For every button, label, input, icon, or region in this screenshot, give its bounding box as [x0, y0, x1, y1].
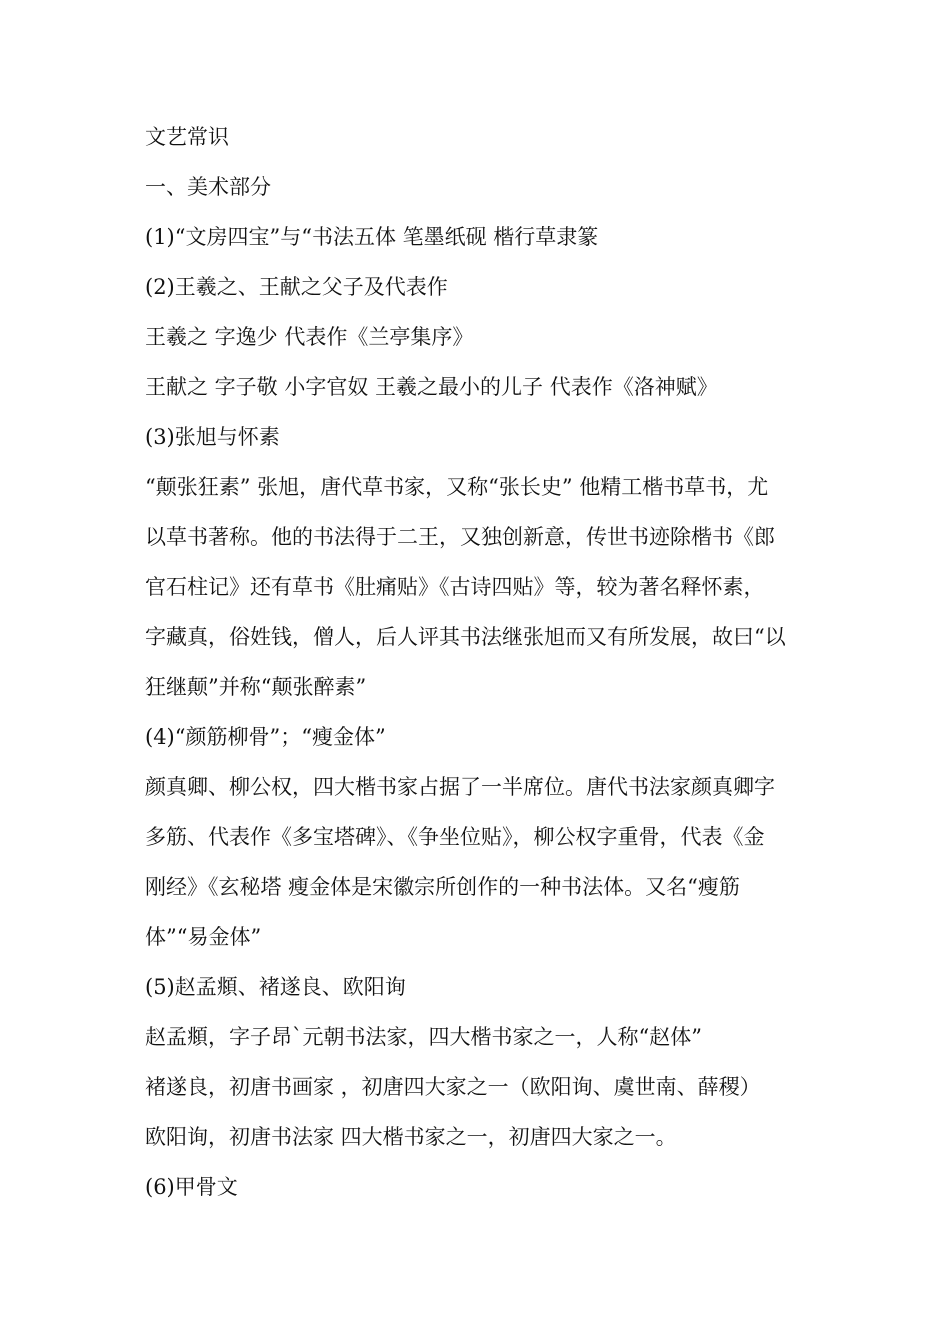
text-line: “颠张狂素” 张旭，唐代草书家，又称“张长史” 他精工楷书草书，尤	[145, 475, 769, 499]
text-line: 王献之 字子敬 小字官奴 王羲之最小的儿子 代表作《洛神赋》	[145, 375, 718, 399]
text-line: 褚遂良，初唐书画家 ，初唐四大家之一（欧阳询、虞世南、薛稷）	[145, 1075, 761, 1099]
item-heading-5: (5)赵孟頫、褚遂良、欧阳询	[145, 975, 406, 999]
text-line: 多筋、代表作《多宝塔碑》、《争坐位贴》，柳公权字重骨，代表《金	[145, 825, 765, 849]
text-line: 颜真卿、柳公权，四大楷书家占据了一半席位。唐代书法家颜真卿字	[145, 775, 775, 799]
text-line: 官石柱记》还有草书《肚痛贴》《古诗四贴》等，较为著名释怀素，	[145, 575, 765, 599]
text-line: 体”“易金体”	[145, 925, 262, 949]
section-heading-art: 一、美术部分	[145, 175, 271, 199]
text-line: 狂继颠”并称“颠张醉素”	[145, 675, 367, 699]
text-line: 欧阳询，初唐书法家 四大楷书家之一，初唐四大家之一。	[145, 1125, 677, 1149]
text-line: 字藏真，俗姓钱，僧人，后人评其书法继张旭而又有所发展，故曰“以	[145, 625, 786, 649]
document-title: 文艺常识	[145, 125, 229, 149]
text-line: 刚经》《玄秘塔 瘦金体是宋徽宗所创作的一种书法体。又名“瘦筋	[145, 875, 740, 899]
text-line: 王羲之 字逸少 代表作《兰亭集序》	[145, 325, 474, 349]
item-heading-6: (6)甲骨文	[145, 1175, 238, 1199]
item-heading-3: (3)张旭与怀素	[145, 425, 280, 449]
text-line: 赵孟頫，字子昂`元朝书法家，四大楷书家之一，人称“赵体”	[145, 1025, 702, 1049]
item-heading-4: (4)“颜筋柳骨”；“瘦金体”	[145, 725, 386, 749]
item-heading-2: (2)王羲之、王献之父子及代表作	[145, 275, 448, 299]
text-line: 以草书著称。他的书法得于二王，又独创新意，传世书迹除楷书《郎	[145, 525, 775, 549]
item-heading-1: (1)“文房四宝”与“书法五体 笔墨纸砚 楷行草隶篆	[145, 225, 599, 249]
